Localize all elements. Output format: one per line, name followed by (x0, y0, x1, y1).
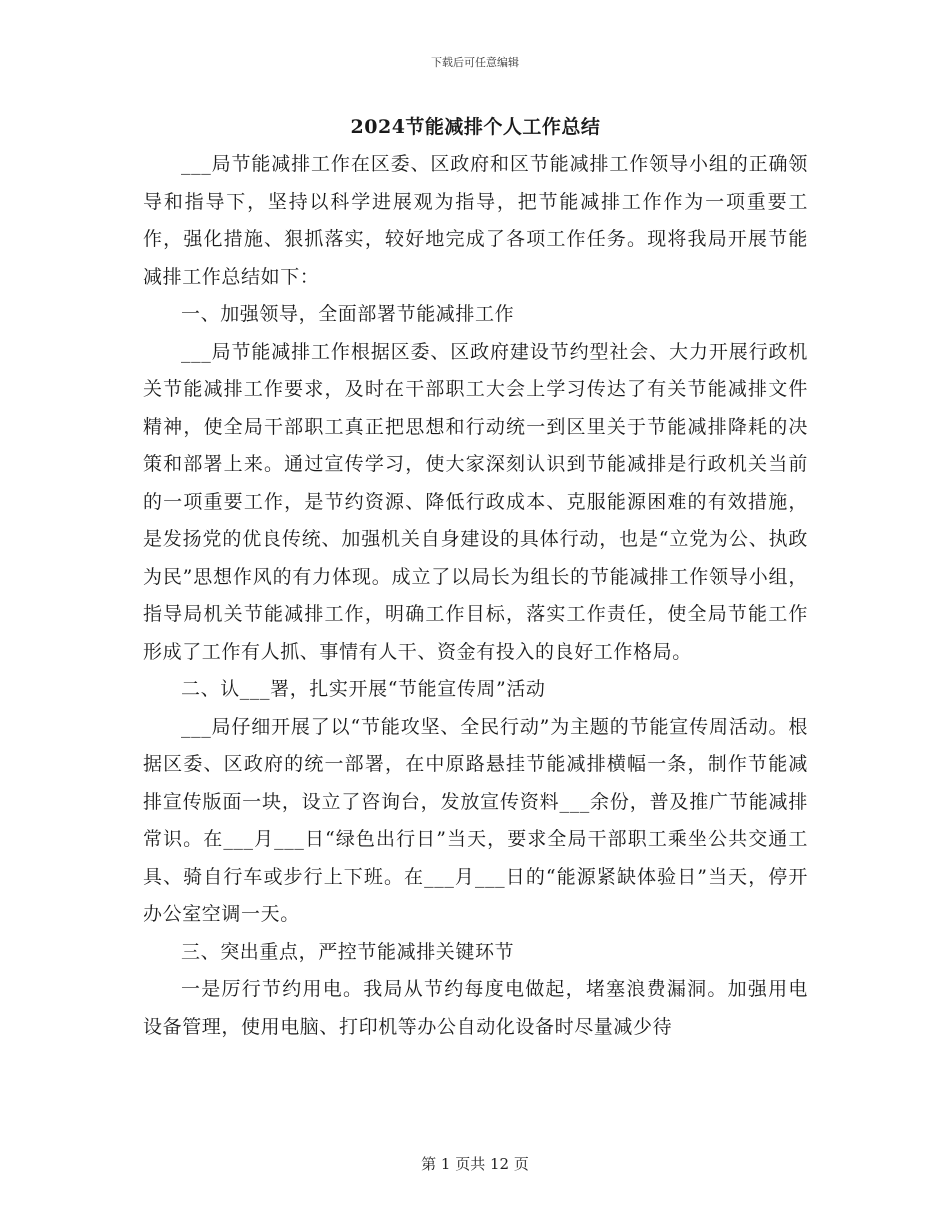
paragraph-intro: ___局节能减排工作在区委、区政府和区节能减排工作领导小组的正确领导和指导下，坚持以科学进展观为指导，把节能减排工作作为一项重要工作，强化措施、狠抓落实，较好地完成了各项工作任务。现将我局开展节能减排工作总结如下： (143, 153, 808, 288)
header-note: 下载后可任意编辑 (431, 56, 519, 69)
paragraph-section-2: ___局仔细开展了以“节能攻坚、全民行动”为主题的节能宣传周活动。根据区委、区政府的统一部署，在中原路悬挂节能减排横幅一条，制作节能减排宣传版面一块，设立了咨询台，发放宣传资料___余份，普及推广节能减排常识。在___月___日“绿色出行日”当天，要求全局干部职工乘坐公共交通工具、骑自行车或步行上下班。在___月___日的“能源紧缺体验日”当天，停开办公室空调一天。 (143, 715, 808, 925)
section-heading-2: 二、认___署，扎实开展“节能宣传周”活动 (181, 678, 546, 700)
section-heading-1: 一、加强领导，全面部署节能减排工作 (181, 303, 515, 325)
document-title: 2024节能减排个人工作总结 (350, 116, 601, 138)
paragraph-section-1: ___局节能减排工作根据区委、区政府建设节约型社会、大力开展行政机关节能减排工作要求，及时在干部职工大会上学习传达了有关节能减排文件精神，使全局干部职工真正把思想和行动统一到区里关于节能减排降耗的决策和部署上来。通过宣传学习，使大家深刻认识到节能减排是行政机关当前的一项重要工作，是节约资源、降低行政成本、克服能源困难的有效措施，是发扬党的优良传统、加强机关自身建设的具体行动，也是“立党为公、执政为民”思想作风的有力体现。成立了以局长为组长的节能减排工作领导小组，指导局机关节能减排工作，明确工作目标，落实工作责任，使全局节能工作形成了工作有人抓、事情有人干、资金有投入的良好工作格局。 (143, 340, 808, 663)
document-body (143, 112, 808, 1046)
page-footer: 第 1 页共 12 页 (421, 1155, 529, 1173)
paragraph-section-3: 一是厉行节约用电。我局从节约每度电做起，堵塞浪费漏洞。加强用电设备管理，使用电脑、打印机等办公自动化设备时尽量减少待 (143, 978, 808, 1038)
section-heading-3: 三、突出重点，严控节能减排关键环节 (181, 940, 515, 963)
